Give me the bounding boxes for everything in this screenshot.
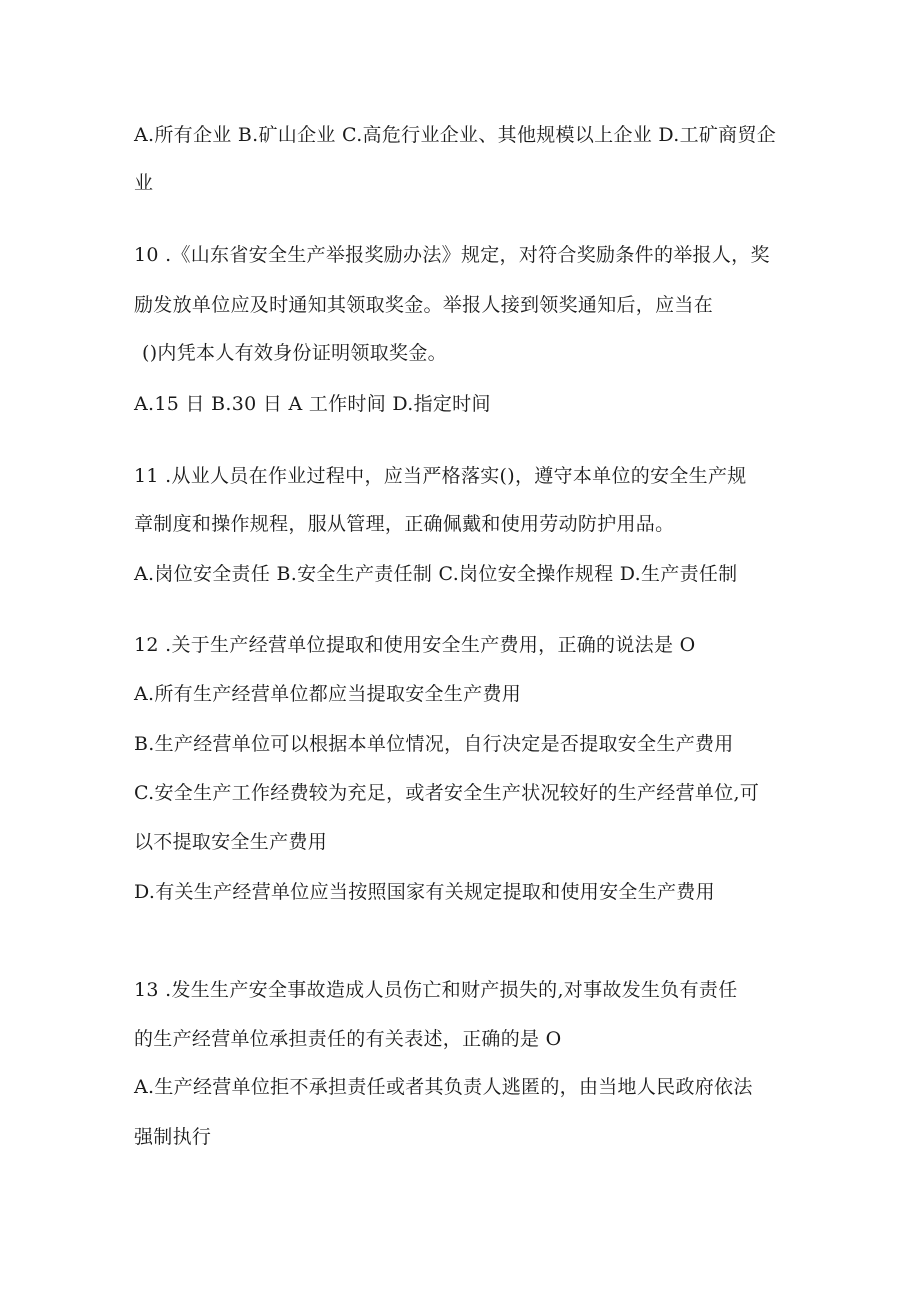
q13-question-line-2: 的生产经营单位承担责任的有关表述，正确的是 O: [134, 1028, 562, 1050]
q11-question-line-2: 章制度和操作规程，服从管理，正确佩戴和使用劳动防护用品。: [134, 513, 675, 535]
q12-option-d: D.有关生产经营单位应当按照国家有关规定提取和使用安全生产费用: [134, 881, 715, 903]
q12-option-b: B.生产经营单位可以根据本单位情况，自行决定是否提取安全生产费用: [134, 733, 734, 755]
q12-option-c-line-1: C.安全生产工作经费较为充足，或者安全生产状况较好的生产经营单位,可: [134, 782, 760, 804]
q10-question-line-2: 励发放单位应及时通知其领取奖金。举报人接到领奖通知后，应当在: [134, 294, 714, 316]
q10-question-line-3: ()内凭本人有效身份证明领取奖金。: [142, 342, 447, 364]
q10-question-line-1: 10 .《山东省安全生产举报奖励办法》规定，对符合奖励条件的举报人，奖: [134, 244, 770, 266]
q13-option-a-line-2: 强制执行: [134, 1126, 212, 1148]
q11-question-line-1: 11 .从业人员在作业过程中，应当严格落实()，遵守本单位的安全生产规: [134, 465, 747, 487]
q9-options-line-2: 业: [134, 172, 154, 194]
q11-options: A.岗位安全责任 B.安全生产责任制 C.岗位安全操作规程 D.生产责任制: [134, 563, 738, 585]
q13-option-a-line-1: A.生产经营单位拒不承担责任或者其负责人逃匿的，由当地人民政府依法: [134, 1076, 753, 1098]
q12-option-c-line-2: 以不提取安全生产费用: [134, 831, 328, 853]
q13-question-line-1: 13 .发生生产安全事故造成人员伤亡和财产损失的,对事故发生负有责任: [134, 979, 738, 1001]
q9-options-line-1: A.所有企业 B.矿山企业 C.高危行业企业、其他规模以上企业 D.工矿商贸企: [134, 124, 777, 146]
q10-options: A.15 日 B.30 日 A 工作时间 D.指定时间: [134, 393, 491, 415]
q12-question: 12 .关于生产经营单位提取和使用安全生产费用，正确的说法是 O: [134, 634, 696, 656]
q12-option-a: A.所有生产经营单位都应当提取安全生产费用: [134, 683, 522, 705]
